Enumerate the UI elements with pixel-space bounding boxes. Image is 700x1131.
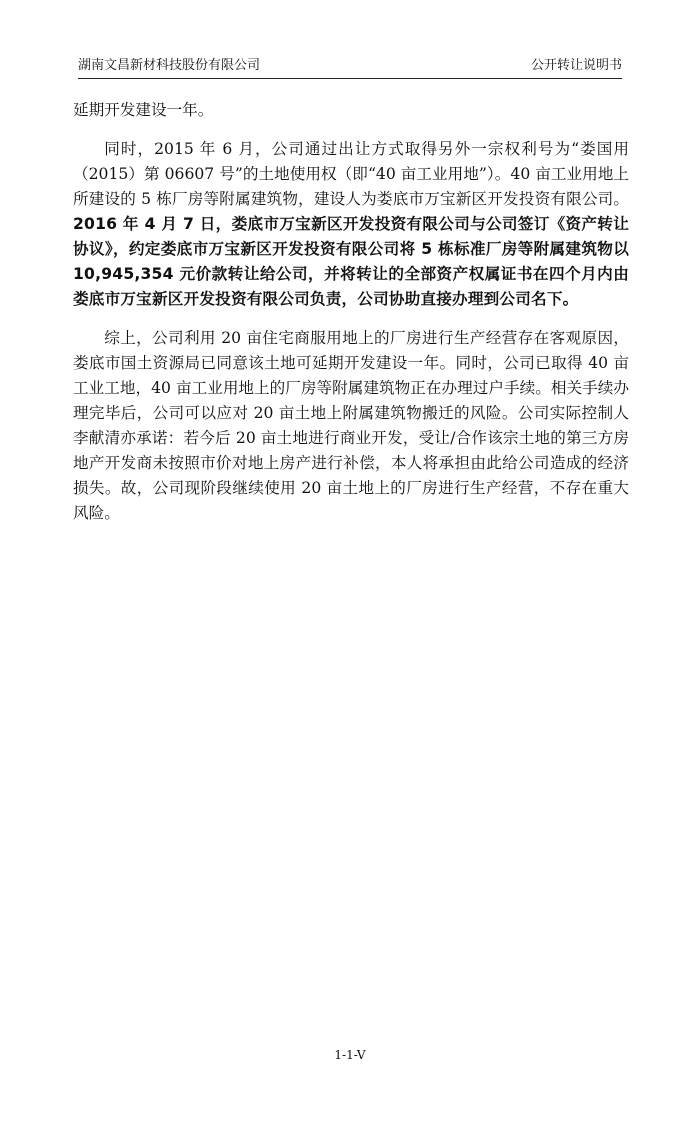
page-number: 1-1-V (334, 1048, 366, 1062)
paragraph-land-text: 同时，2015 年 6 月，公司通过出让方式取得另外一宗权利号为“娄国用（2015）第 06607 号”的土地使用权（即“40 亩工业用地”）。40 亩工业用地上所建设的 5 栋厂房等附属建筑物，建设人为娄底市万宝新区开发投资有限公司。 (73, 140, 629, 208)
page-header (78, 56, 622, 79)
paragraph-continuation: 延期开发建设一年。 (73, 101, 214, 119)
paragraph-conclusion: 综上，公司利用 20 亩住宅商服用地上的厂房进行生产经营存在客观原因，娄底市国土资源局已同意该土地可延期开发建设一年。同时，公司已取得 40 亩工业工地，40 亩工业用地上的厂房等附属建筑物正在办理过户手续。相关手续办理完毕后，公司可以应对 20 亩土地上附属建筑物搬迁的风险。公司实际控制人李献清亦承诺：若今后 20 亩土地进行商业开发，受让/合作该宗土地的第三方房地产开发商未按照市价对地上房产进行补偿，本人将承担由此给公司造成的经济损失。故，公司现阶段继续使用 20 亩土地上的厂房进行生产经营，不存在重大风险。 (73, 329, 629, 522)
body-text (73, 98, 629, 540)
paragraph-transfer-agreement: 2016 年 4 月 7 日，娄底市万宝新区开发投资有限公司与公司签订《资产转让协议》，约定娄底市万宝新区开发投资有限公司将 5 栋标准厂房等附属建筑物以 10,945,354 元价款转让给公司，并将转让的全部资产权属证书在四个月内由娄底市万宝新区开发投资有限公司负责，公司协助直接办理到公司名下。 (73, 215, 629, 308)
company-name: 湖南文昌新材科技股份有限公司 (78, 58, 261, 73)
document-title: 公开转让说明书 (530, 58, 622, 73)
paragraph-land-acquisition (73, 137, 629, 312)
